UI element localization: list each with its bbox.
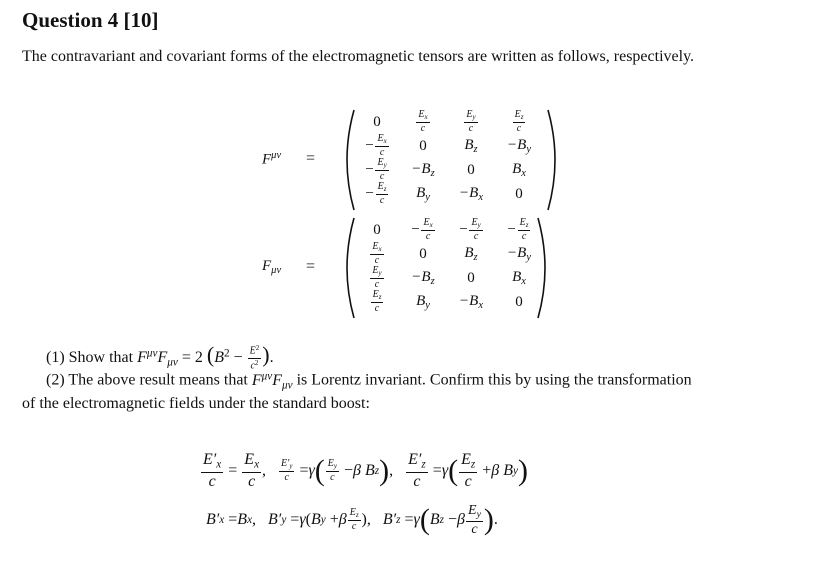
question-intro: The contravariant and covariant forms of the electromagnetic tensors are written as follows, respectively.	[22, 48, 695, 65]
matrix-entry: $B_z$	[464, 244, 478, 264]
matrix-entry: 0	[515, 185, 523, 202]
matrix-entry: 0	[419, 137, 427, 154]
equals-sign: =	[306, 258, 316, 275]
matrix-entry: $-B_z$	[411, 268, 435, 288]
matrix-entry: $B_y$	[416, 184, 430, 204]
matrix-entry: $-B_z$	[411, 160, 435, 180]
matrix-entry: 0	[373, 113, 381, 130]
contravariant-matrix	[355, 110, 543, 206]
part-2-continued: of the electromagnetic fields under the standard boost:	[22, 395, 370, 412]
covariant-matrix	[355, 218, 543, 314]
matrix-entry: $\frac{E_y}{c}$	[466, 108, 476, 135]
equals-sign: =	[306, 150, 316, 167]
part-1: (1) Show that $F^{\mu\nu}F_{\mu\nu} = 2$ ($B^2$ − $\frac{E^2}{c^2}$ ).	[46, 342, 274, 372]
matrix-entry: − $\frac{E_x}{c}$	[364, 132, 387, 159]
part-2: (2) The above result means that $F^{\mu\nu}F_{\mu\nu}$ is Lorentz invariant. Confirm this by using the transformation	[46, 370, 692, 391]
matrix-entry: $\frac{E_x}{c}$	[372, 240, 382, 267]
covariant-label: $F_{\mu\nu}$	[262, 258, 282, 277]
matrix-entry: $B_x$	[512, 160, 526, 180]
right-paren-upper	[544, 108, 564, 212]
matrix-entry: $\frac{E_z}{c}$	[372, 288, 382, 315]
matrix-entry: $\frac{E_x}{c}$	[418, 108, 428, 135]
magnetic-field-transformation: B′ x = B x , B′ y = γ ( B y + β $\frac{E_z}{c}$ ), B′ z = γ ( B z − β $\frac{E_y}{c}$ ) .	[206, 503, 498, 537]
matrix-entry: 0	[467, 161, 475, 178]
matrix-entry: $-B_x$	[459, 292, 483, 312]
matrix-entry: 0	[515, 293, 523, 310]
question-title: Question 4 [10]	[22, 8, 159, 32]
matrix-entry: $\frac{E_y}{c}$	[372, 264, 382, 291]
matrix-entry: − $\frac{E_z}{c}$	[364, 180, 387, 207]
matrix-entry: 0	[373, 221, 381, 238]
matrix-entry: $B_y$	[416, 292, 430, 312]
matrix-entry: $-B_y$	[507, 244, 531, 264]
contravariant-label: $F^{\mu\nu}$	[262, 150, 282, 168]
matrix-entry: 0	[419, 245, 427, 262]
matrix-entry: − $\frac{E_z}{c}$	[506, 216, 529, 243]
matrix-entry: $-B_x$	[459, 184, 483, 204]
matrix-entry: $B_z$	[464, 136, 478, 156]
matrix-entry: 0	[467, 269, 475, 286]
matrix-entry: $B_x$	[512, 268, 526, 288]
electric-field-transformation: $\frac{E'_x}{c}$ = $\frac{E_x}{c}$ , $\frac{E'_y}{c}$ = γ ( $\frac{E_y}{c}$ − β B z ) , $\frac{E'_z}{c}$ = γ ( $\frac{E_z}{c}$ + β B y )	[203, 451, 529, 490]
matrix-entry: $-B_y$	[507, 136, 531, 156]
matrix-entry: $\frac{E_z}{c}$	[514, 108, 524, 135]
matrix-entry: − $\frac{E_y}{c}$	[364, 156, 387, 183]
matrix-entry: − $\frac{E_y}{c}$	[458, 216, 481, 243]
matrix-entry: − $\frac{E_x}{c}$	[410, 216, 433, 243]
